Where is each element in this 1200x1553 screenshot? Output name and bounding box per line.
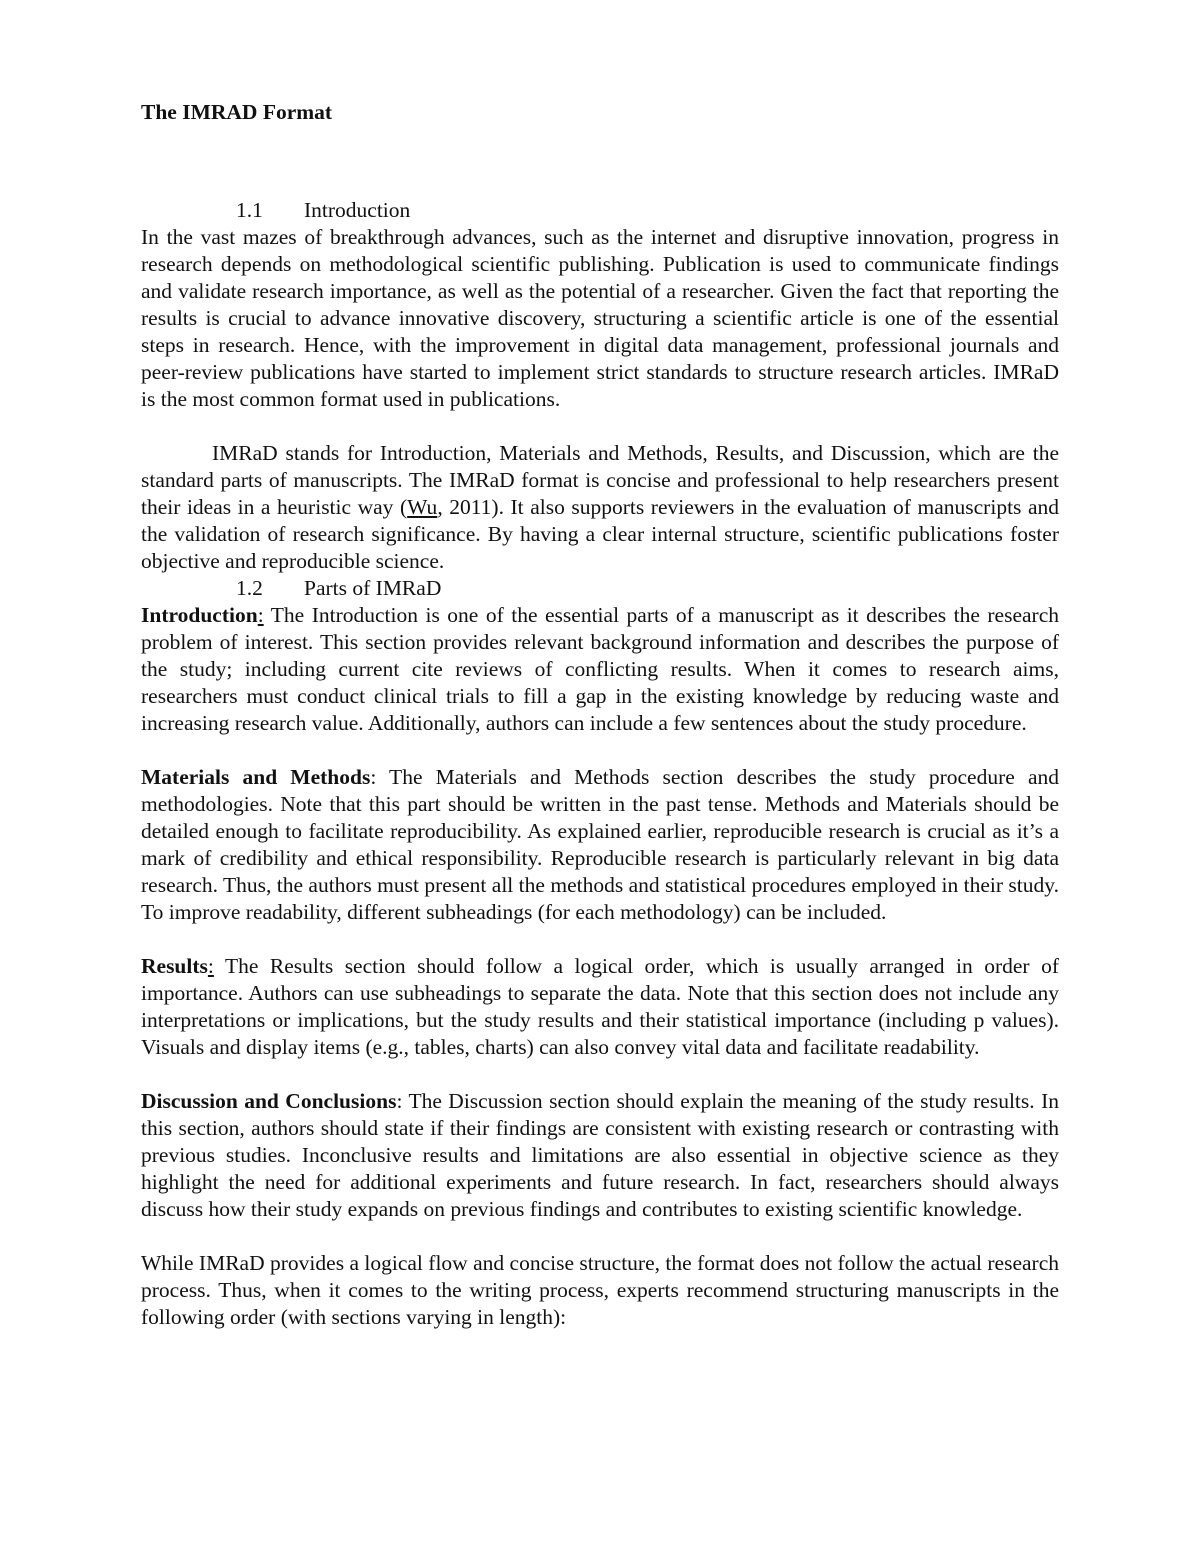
imrad-text-before-citation: IMRaD stands for Introduction, Materials and Methods, Results, and Discussion, which are the standard parts of manuscripts. The IMRaD format is concise and professional to help researchers present their ideas in a heuristic way ( <box>141 441 1059 519</box>
section-heading-introduction <box>141 197 1059 224</box>
methods-label: Materials and Methods <box>141 765 371 789</box>
methods-text: : The Materials and Methods section describes the study procedure and methodologies. Note that this part should be written in the past tense. Methods and Materials should be detailed enough to facilitate reproducibility. As explained earlier, reproducible research is crucial as it’s a mark of credibility and ethical responsibility. Reproducible research is particularly relevant in big data research. Thus, the authors must present all the methods and statistical procedures employed in their study. To improve readability, different subheadings (for each methodology) can be included. <box>141 765 1059 924</box>
results-colon: : <box>207 954 214 978</box>
citation-link[interactable]: Wu <box>407 495 438 519</box>
section-heading-parts <box>141 575 1059 602</box>
results-label: Results <box>141 954 208 978</box>
document-page <box>141 97 1059 1331</box>
discussion-text: : The Discussion section should explain the meaning of the study results. In this section, authors should state if their findings are consistent with existing research or contrasting with previous studies. Inconclusive results and limitations are also essential in objective science as they highlight the need for additional experiments and future research. In fact, researchers should always discuss how their study expands on previous findings and contributes to existing scientific knowledge. <box>141 1089 1059 1221</box>
results-text: The Results section should follow a logical order, which is usually arranged in order of importance. Authors can use subheadings to separate the data. Note that this section does not include any interpretations or implications, but the study results and their statistical importance (including p values). Visuals and display items (e.g., tables, charts) can also convey vital data and facilitate readability. <box>141 954 1059 1059</box>
introduction-label: Introduction <box>141 603 258 627</box>
methods-part-paragraph <box>141 764 1059 926</box>
introduction-text: The Introduction is one of the essential parts of a manuscript as it describes the research problem of interest. This section provides relevant background information and describes the purpose of the study; including current cite reviews of conflicting results. When it comes to research aims, researchers must conduct clinical trials to fill a gap in the existing knowledge by reducing waste and increasing research value. Additionally, authors can include a few sentences about the study procedure. <box>141 603 1059 735</box>
section-label: Parts of IMRaD <box>304 576 442 600</box>
introduction-part-paragraph <box>141 602 1059 737</box>
imrad-paragraph <box>141 440 1059 575</box>
results-part-paragraph <box>141 953 1059 1061</box>
section-number: 1.2 <box>236 576 263 600</box>
discussion-part-paragraph <box>141 1088 1059 1223</box>
imrad-text-after-citation: , 2011). It also supports reviewers in the evaluation of manuscripts and the validation of research significance. By having a clear internal structure, scientific publications foster objective and reproducible science. <box>141 495 1059 573</box>
section-number: 1.1 <box>236 198 263 222</box>
section-label: Introduction <box>304 198 411 222</box>
intro-paragraph: In the vast mazes of breakthrough advances, such as the internet and disruptive innovation, progress in research depends on methodological scientific publishing. Publication is used to communicate findings and validate research importance, as well as the potential of a researcher. Given the fact that reporting the results is crucial to advance innovative discovery, structuring a scientific article is one of the essential steps in research. Hence, with the improvement in digital data management, professional journals and peer-review publications have started to implement strict standards to structure research articles. IMRaD is the most common format used in publications. <box>141 225 1059 411</box>
introduction-colon: : <box>257 603 264 627</box>
discussion-label: Discussion and Conclusions <box>141 1089 397 1113</box>
closing-paragraph: While IMRaD provides a logical flow and concise structure, the format does not follow the actual research process. Thus, when it comes to the writing process, experts recommend structuring manuscripts in the following order (with sections varying in length): <box>141 1251 1059 1329</box>
document-title: The IMRAD Format <box>141 100 333 124</box>
